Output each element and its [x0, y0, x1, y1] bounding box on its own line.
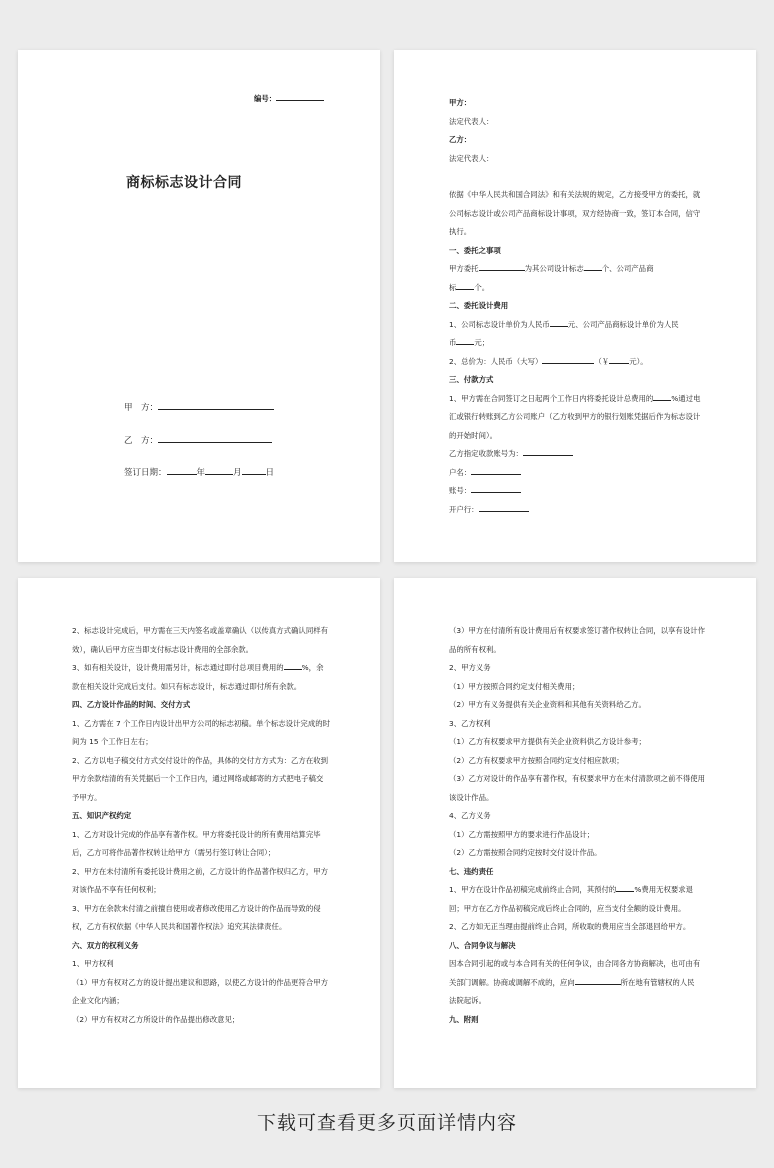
- blank: [456, 336, 474, 345]
- rep-a: 法定代表人：: [449, 116, 494, 126]
- text: 个、公司产品商: [601, 264, 654, 273]
- paragraph-line: 3、甲方在余款未付清之前擅自使用或者修改使用乙方设计的作品而导致的侵: [72, 903, 321, 913]
- paragraph-line: 品的所有权利。: [449, 644, 501, 654]
- page-3: [18, 578, 380, 1088]
- paragraph-line: 法院起诉。: [449, 996, 486, 1005]
- paragraph-line: 款在相关设计完成后支付。如只有标志设计，标志通过即付所有余款。: [72, 681, 302, 691]
- party-a-line: [124, 400, 274, 413]
- text: 为其公司设计标志: [524, 264, 584, 273]
- paragraph-line: 汇或银行转账到乙方公司账户（乙方收到甲方的银行划账凭据后作为标志设计: [449, 412, 701, 421]
- day-blank: [242, 465, 266, 475]
- section-4-title: 四、乙方设计作品的时间、交付方式: [72, 700, 191, 709]
- blank: [284, 661, 302, 670]
- text: 关部门调解。协商或调解不成的，应向: [449, 977, 575, 987]
- blank: [550, 318, 568, 327]
- paragraph-line: （1）乙方需按照甲方的要求进行作品设计；: [449, 829, 595, 839]
- day-label: 日: [265, 468, 275, 478]
- paragraph-line: 间为 15 个工作日左右；: [72, 737, 153, 746]
- paragraph-line: 因本合同引起的或与本合同有关的任何争议，由合同各方协商解决，也可由有: [449, 959, 701, 968]
- text: 1、甲方需在合同签订之日起两个工作日内将委托设计总费用的: [449, 393, 654, 403]
- paragraph-line: 2、甲方义务: [449, 663, 491, 672]
- text: 元、公司产品商标设计单价为人民: [567, 319, 679, 329]
- blank: [479, 262, 525, 271]
- contract-number-field: [254, 92, 324, 104]
- paragraph-line: 2、标志设计完成后，甲方需在三天内签名或盖章确认（以传真方式确认同样有: [72, 626, 328, 635]
- text: 开户行：: [449, 504, 479, 514]
- paragraph-line: （2）乙方需按照合同约定按时交付设计作品。: [449, 848, 602, 857]
- text: 2、总价为：人民币（大写）: [449, 356, 543, 366]
- paragraph-line: 对该作品不享有任何权利；: [72, 885, 161, 894]
- paragraph-line: 后，乙方可将作品著作权转让给甲方（需另行签订转让合同）；: [72, 848, 276, 857]
- paragraph-line: 2、乙方如无正当理由提前终止合同，所收取的费用应当全部退回给甲方。: [449, 922, 691, 931]
- paragraph-line: [449, 316, 736, 335]
- paragraph-line: （3）甲方在付清所有设计费用后有权要求签订著作权转让合同，以享有设计作: [449, 626, 705, 635]
- paragraph-line: （1）甲方有权对乙方的设计提出建议和思路，以使乙方设计的作品更符合甲方: [72, 977, 328, 987]
- paragraph-line: 的开始时间）。: [449, 430, 498, 440]
- blank: [479, 503, 529, 512]
- text: %费用无权要求退: [634, 885, 694, 894]
- contract-number-blank: [276, 92, 324, 101]
- download-more-caption: 下载可查看更多页面详情内容: [256, 1112, 517, 1134]
- party-a-heading: 甲方：: [449, 98, 472, 107]
- paragraph-line: （2）甲方有权对乙方所设计的作品提出修改意见；: [72, 1014, 240, 1024]
- paragraph-line: （1）甲方按照合同约定支付相关费用；: [449, 681, 580, 691]
- paragraph-line: 2、乙方以电子稿交付方式交付设计的作品，具体的交付方方式为：乙方在收到: [72, 755, 328, 765]
- blank: [609, 355, 629, 364]
- text: 1、甲方在设计作品初稿完成前终止合同，其预付的: [449, 885, 617, 894]
- section-3-title: 三、付款方式: [449, 375, 494, 384]
- blank: [471, 484, 521, 493]
- section-2-title: 二、委托设计费用: [449, 301, 509, 310]
- page-4: [394, 578, 756, 1088]
- bank-line: [449, 501, 736, 520]
- blank: [471, 466, 521, 475]
- section-9-title: 九、附则: [449, 1014, 479, 1024]
- intro-line: 执行。: [449, 227, 472, 236]
- text: 标: [449, 282, 457, 292]
- paragraph-line: （2）乙方有权要求甲方按照合同约定支付相应款项；: [449, 755, 624, 765]
- month-label: 月: [233, 468, 242, 478]
- blank: [653, 392, 671, 401]
- cover-page: [18, 50, 380, 562]
- account-name-line: [449, 464, 736, 483]
- rep-b: 法定代表人：: [449, 153, 494, 163]
- blank: [616, 883, 634, 892]
- text: （￥: [594, 356, 610, 366]
- text: 币: [449, 338, 457, 347]
- paragraph-line: 1、乙方需在 7 个工作日内设计出甲方公司的标志初稿。单个标志设计完成的时: [72, 718, 330, 728]
- paragraph-line: 予甲方。: [72, 792, 102, 802]
- paragraph-line: （1）乙方有权要求甲方提供有关企业资料供乙方设计参考；: [449, 737, 646, 746]
- paragraph-line: 效），确认后甲方应当即支付标志设计费用的全部余款。: [72, 644, 254, 654]
- paragraph-line: （3）乙方对设计的作品享有著作权，有权要求甲方在未付清款项之前不得使用: [449, 774, 705, 783]
- paragraph-line: 企业文化内涵；: [72, 996, 124, 1005]
- text: 户名：: [449, 467, 472, 477]
- paragraph-line: 权，乙方有权依据《中华人民共和国著作权法》追究其法律责任。: [72, 922, 287, 931]
- contract-number-label: 编号：: [254, 94, 277, 103]
- text: %通过电: [671, 393, 701, 403]
- paragraph-line: [72, 659, 358, 678]
- text: %，余: [301, 663, 324, 672]
- text: 3、如有相关设计，设计费用需另计，标志通过即付总项目费用的: [72, 663, 284, 672]
- party-a-blank: [158, 400, 274, 410]
- section-7-title: 七、违约责任: [449, 866, 494, 876]
- section-6-title: 六、双方的权利义务: [72, 940, 139, 950]
- section-5-title: 五、知识产权约定: [72, 811, 132, 820]
- account-number-line: [449, 445, 736, 464]
- paragraph-line: 2、甲方在未付清所有委托设计费用之前，乙方设计的作品著作权归乙方，甲方: [72, 866, 328, 876]
- blank: [523, 447, 573, 456]
- spacer: [449, 168, 736, 186]
- sign-date-label: 签订日期：: [124, 468, 167, 478]
- month-blank: [205, 465, 233, 475]
- text: 1、公司标志设计单价为人民币: [449, 319, 550, 329]
- year-label: 年: [196, 468, 206, 478]
- text: 元）。: [629, 356, 648, 366]
- sign-date-line: [124, 465, 274, 478]
- text: 乙方指定收款账号为：: [449, 449, 523, 458]
- paragraph-line: 1、甲方权利: [72, 959, 114, 968]
- party-b-heading: 乙方：: [449, 135, 472, 144]
- text: 个。: [474, 282, 490, 292]
- account-no-line: [449, 482, 736, 501]
- party-a-label: 甲 方：: [124, 403, 159, 413]
- blank: [584, 262, 602, 271]
- paragraph-line: [449, 353, 736, 372]
- paragraph-line: 该设计作品。: [449, 792, 494, 802]
- text: 元；: [474, 338, 490, 347]
- blank: [575, 976, 621, 985]
- paragraph-line: 回；甲方在乙方作品初稿完成后终止合同的，应当支付全额的设计费用。: [449, 903, 686, 913]
- paragraph-line: [449, 279, 736, 298]
- text: 账号：: [449, 486, 472, 495]
- paragraph-line: [449, 390, 736, 409]
- paragraph-line: （2）甲方有义务提供有关企业资料和其他有关资料给乙方。: [449, 700, 646, 709]
- page-2: [394, 50, 756, 562]
- section-8-title: 八、合同争议与解决: [449, 940, 516, 950]
- section-1-title: 一、委托之事项: [449, 245, 501, 255]
- paragraph-line: 甲方余款结清的有关凭据后一个工作日内，通过网络或邮寄的方式把电子稿交: [72, 774, 324, 783]
- contract-title: 商标标志设计合同: [126, 175, 242, 191]
- party-b-blank: [158, 433, 272, 443]
- paragraph-line: [449, 881, 736, 900]
- blank: [456, 281, 474, 290]
- paragraph-line: [449, 974, 736, 993]
- paragraph-line: 4、乙方义务: [449, 811, 491, 820]
- text: 甲方委托: [449, 264, 479, 273]
- paragraph-line: [449, 334, 736, 353]
- text: 所在地有管辖权的人民: [620, 977, 695, 987]
- intro-line: 公司标志设计或公司产品商标设计事项，双方经协商一致，签订本合同，信守: [449, 208, 701, 218]
- year-blank: [167, 465, 197, 475]
- paragraph-line: 1、乙方对设计完成的作品享有著作权。甲方将委托设计的所有费用结算完毕: [72, 829, 321, 839]
- party-b-label: 乙 方：: [124, 436, 159, 446]
- paragraph-line: 3、乙方权利: [449, 718, 491, 728]
- intro-line: 依据《中华人民共和国合同法》和有关法规的规定，乙方接受甲方的委托，就: [449, 190, 701, 199]
- blank: [542, 355, 594, 364]
- paragraph-line: [449, 260, 736, 279]
- party-b-line: [124, 433, 272, 446]
